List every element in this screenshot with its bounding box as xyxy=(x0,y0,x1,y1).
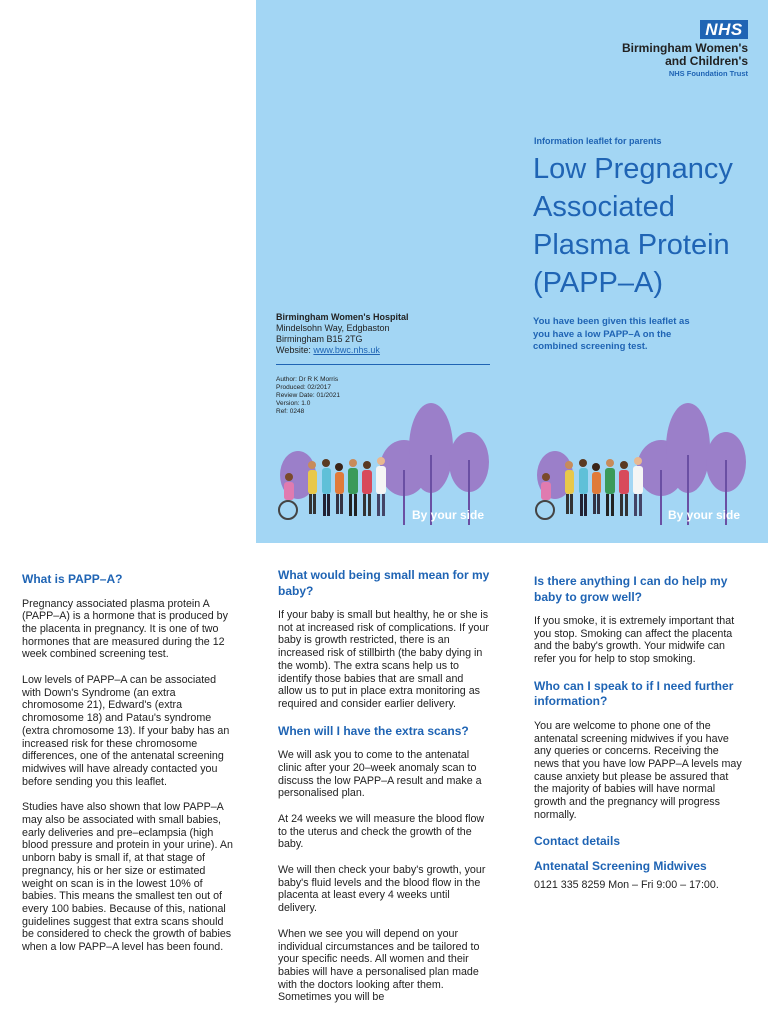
divider xyxy=(276,364,490,365)
produced-date: Produced: 02/2017 xyxy=(276,384,331,391)
trust-name-line2: and Children's xyxy=(665,54,748,68)
heading-what-is-pappa: What is PAPP–A? xyxy=(22,572,123,586)
paragraph: When we see you will depend on your individual circumstances and be tailored to your specific needs. All women and their babies will have a personalised plan made with the doctors looking after them. Sometimes you will be xyxy=(278,927,480,1004)
column-what-is-pappa xyxy=(22,572,234,967)
paragraph: If your baby is small but healthy, he or she is not at increased risk of complications. If your baby is growth restricted, there is an increased risk of stillbirth (the baby dying in the womb). The extra scans help us to identify those babies that are small and allow us to put in place extra monitoring as required and consider earlier delivery. xyxy=(278,609,489,710)
trust-subtitle: NHS Foundation Trust xyxy=(668,69,748,78)
paragraph: Pregnancy associated plasma protein A (PAPP–A) is a hormone that is produced by the placenta in pregnancy. It is one of two hormones that are measured during the 12 week combined screening test. xyxy=(22,597,228,661)
column-small-baby xyxy=(278,568,490,1017)
heading-further-info: Who can I speak to if I need further information? xyxy=(534,678,734,709)
hospital-address xyxy=(276,312,409,356)
tagline-cover: By your side xyxy=(668,508,741,522)
people-trees-illustration-cover xyxy=(533,400,748,525)
paragraph: Low levels of PAPP–A can be associated with Down's Syndrome (an extra chromosome 21), Edward's (extra chromosome 18) and Patau's syndrome (extra chromosome 13). If your baby has an increased risk for these chromosome differences, one of the antenatal screening midwives will have already contacted you before sending you this leaflet. xyxy=(22,674,230,788)
page-title: Low Pregnancy Associated Plasma Protein (PAPP–A) xyxy=(533,153,733,299)
tagline: By your side xyxy=(412,508,485,522)
hospital-name: Birmingham Women's Hospital xyxy=(276,312,409,322)
contact-phone[interactable]: 0121 335 8259 Mon – Fri 9:00 – 17:00. xyxy=(534,878,719,891)
heading-midwives: Antenatal Screening Midwives xyxy=(534,858,707,873)
address-line2: Birmingham B15 2TG xyxy=(276,334,363,344)
address-line1: Mindelsohn Way, Edgbaston xyxy=(276,323,390,333)
website-link[interactable]: www.bwc.nhs.uk xyxy=(313,345,380,355)
website-label: Website: xyxy=(276,345,311,355)
paragraph: We will then check your baby's growth, your baby's fluid levels and the blood flow in the placenta at least every 4 weeks until delivery. xyxy=(278,864,486,915)
leaflet-label: Information leaflet for parents xyxy=(534,136,662,146)
blank-panel xyxy=(0,0,256,543)
heading-extra-scans: When will I have the extra scans? xyxy=(278,723,469,738)
heading-help-grow: Is there anything I can do help my baby to grow well? xyxy=(534,574,728,604)
column-help xyxy=(534,574,746,904)
heading-contact-details: Contact details xyxy=(534,834,621,849)
paragraph: You are welcome to phone one of the antenatal screening midwives if you have any queries or concerns. Receiving the news that you have low PAPP–A levels may cause anxiety but please be assured that the majority of babies will have normal growth and the pregnancy will progress normally. xyxy=(534,719,742,821)
website-row xyxy=(276,345,409,356)
paragraph: We will ask you to come to the antenatal clinic after your 20–week anomaly scan to discuss the low PAPP–A result and make a personalised plan. xyxy=(278,749,482,800)
people-trees-illustration xyxy=(276,400,491,525)
paragraph: If you smoke, it is extremely important that you stop. Smoking can affect the placenta and the baby's growth. Your midwife can refer you for help to stop smoking. xyxy=(534,615,735,666)
trust-name xyxy=(622,42,748,68)
review-date: Review Date: 01/2021 xyxy=(276,392,340,399)
author: Author: Dr R K Morris xyxy=(276,376,339,383)
version: Version: 1.0 xyxy=(276,400,311,407)
nhs-logo: NHS xyxy=(700,20,748,39)
heading-small-mean: What would being small mean for my baby? xyxy=(278,568,490,598)
intro-text: You have been given this leaflet as you have a low PAPP–A on the combined screening test. xyxy=(533,316,690,352)
reference: Ref: 0248 xyxy=(276,408,305,415)
trust-name-line1: Birmingham Women's xyxy=(622,41,748,55)
paragraph: Studies have also shown that low PAPP–A may also be associated with small babies, early deliveries and pre–eclampsia (high blood pressure and protein in your urine). An unborn baby is small if, at that stage of pregnancy, his or her size or estimated weight on scan is in the lowest 10% of babies. This means the smallest ten out of every 100 babies. Because of this, national guidelines suggest that extra scans should be considered to check the growth of babies when a low PAPP–A level has been found. xyxy=(22,801,233,954)
paragraph: At 24 weeks we will measure the blood flow to the uterus and check the growth of the baby. xyxy=(278,812,485,851)
